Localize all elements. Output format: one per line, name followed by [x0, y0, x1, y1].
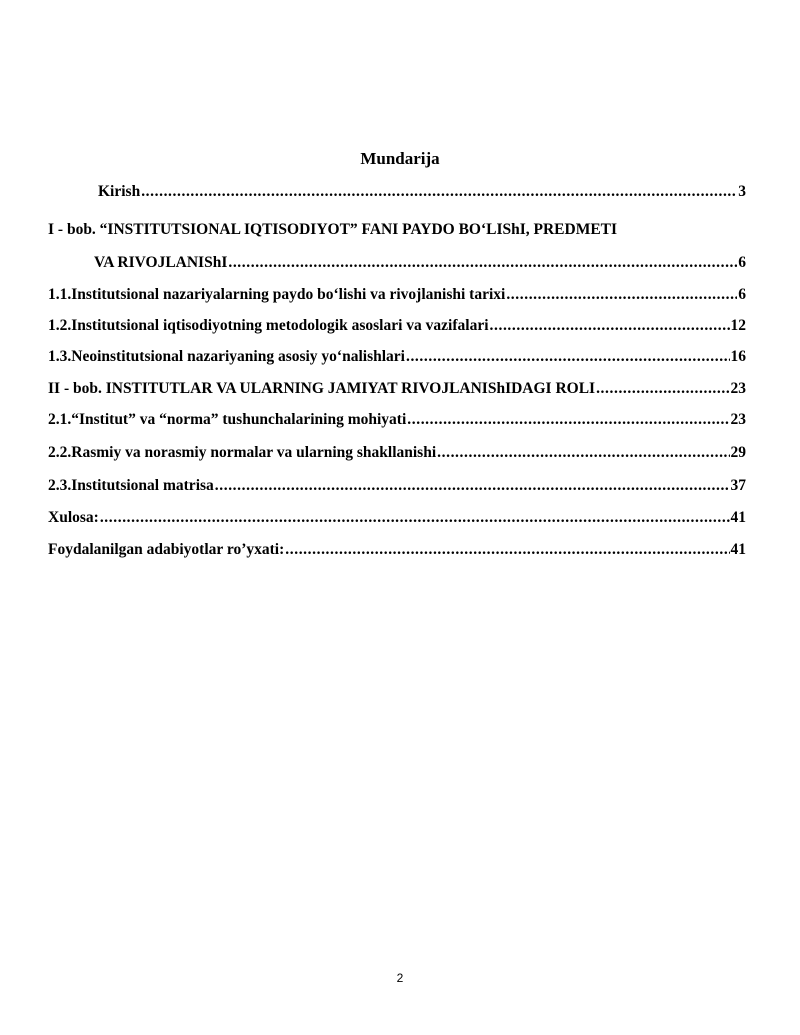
- toc-entry-number: 1.2.: [48, 317, 72, 334]
- toc-entry-page: 3: [738, 183, 746, 200]
- toc-entry-label: Xulosa:: [48, 509, 99, 526]
- toc-entry-1-3[interactable]: [48, 347, 746, 367]
- dot-leader: [407, 410, 729, 430]
- dot-leader: [285, 540, 729, 560]
- dot-leader: [506, 285, 737, 305]
- dot-leader: [406, 347, 730, 367]
- toc-entry-page: 16: [730, 348, 746, 365]
- toc-entry-label: 2.2.Rasmiy va norasmiy normalar va ularning shakllanishi: [48, 444, 437, 461]
- toc-entry-number: 1.1.: [48, 286, 72, 303]
- toc-entry-number: 2.1.: [48, 411, 72, 428]
- toc-entry-1-1[interactable]: [48, 285, 746, 305]
- toc-entry-number: 1.3.: [48, 348, 72, 365]
- toc-entry-label: Foydalanilgan adabiyotlar ro’yxati:: [48, 541, 285, 558]
- toc-entry-chapter-1[interactable]: [94, 253, 746, 273]
- toc-entry-page: 41: [730, 541, 746, 558]
- dot-leader: [596, 379, 729, 399]
- toc-entry-1-2[interactable]: [48, 316, 746, 336]
- dot-leader: [228, 253, 737, 273]
- toc-title: Mundarija: [360, 149, 440, 168]
- toc-entry-label: II - bob. INSTITUTLAR VA ULARNING JAMIYAT RIVOJLANIShIDAGI ROLI: [48, 380, 596, 397]
- toc-entry-2-1[interactable]: [48, 410, 746, 430]
- toc-entry-2-3[interactable]: [48, 476, 746, 496]
- toc-entry-label: Kirish: [98, 183, 141, 200]
- toc-entry-label: “Institut” va “norma” tushunchalarining mohiyati: [71, 411, 407, 428]
- dot-leader: [100, 508, 730, 528]
- toc-entry-xulosa[interactable]: [48, 508, 746, 528]
- toc-entry-label: 2.3.Institutsional matrisa: [48, 477, 214, 494]
- toc-entry-label: Institutsional iqtisodiyotning metodologik asoslari va vazifalari: [71, 317, 489, 334]
- toc-entry-page: 23: [730, 380, 746, 397]
- dot-leader: [141, 182, 737, 202]
- toc-entry-label: VA RIVOJLANIShI: [94, 254, 228, 271]
- toc-entry-page: 6: [738, 286, 746, 303]
- toc-entry-page: 6: [738, 254, 746, 271]
- toc-entry-references[interactable]: [48, 540, 746, 560]
- toc-entry-kirish[interactable]: [98, 182, 746, 202]
- toc-entry-page: 41: [730, 509, 746, 526]
- toc-entry-label: Neoinstitutsional nazariyaning asosiy yo‘nalishlari: [71, 348, 405, 365]
- toc-entry-page: 37: [730, 477, 746, 494]
- dot-leader: [437, 443, 729, 463]
- toc-chapter-1-heading[interactable]: I - bob. “INSTITUTSIONAL IQTISODIYOT” FANI PAYDO BO‘LIShI, PREDMETI: [48, 221, 618, 238]
- toc-entry-page: 12: [730, 317, 746, 334]
- toc-entry-2-2[interactable]: [48, 443, 746, 463]
- dot-leader: [215, 476, 730, 496]
- toc-entry-page: 23: [730, 411, 746, 428]
- dot-leader: [490, 316, 730, 336]
- page-number: 2: [396, 971, 404, 985]
- toc-entry-chapter-2[interactable]: [48, 379, 746, 399]
- toc-entry-label: Institutsional nazariyalarning paydo bo‘lishi va rivojlanishi tarixi: [71, 286, 506, 303]
- toc-entry-page: 29: [730, 444, 746, 461]
